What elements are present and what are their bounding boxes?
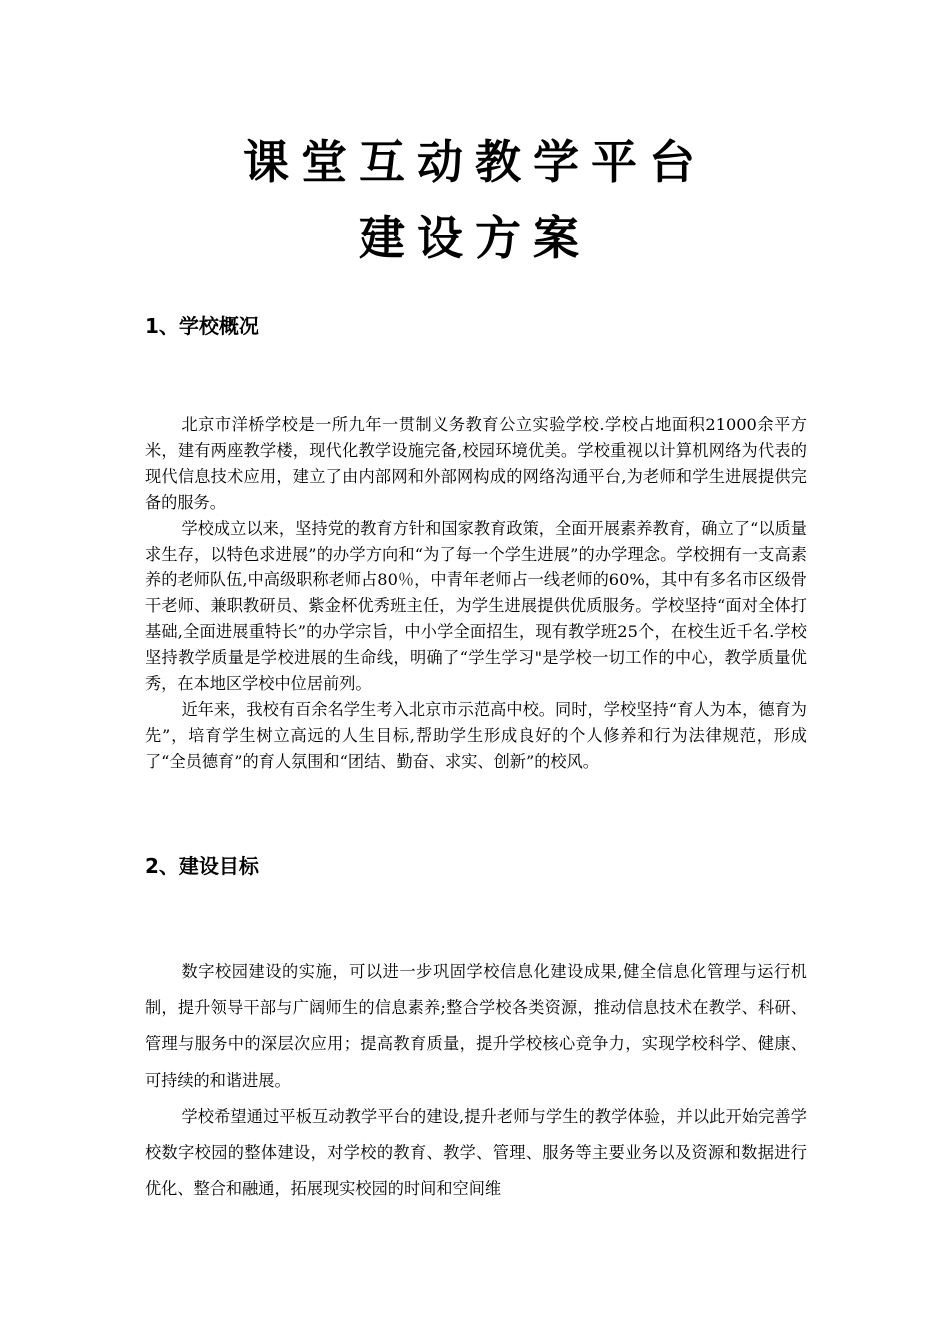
paragraph: 北京市洋桥学校是一所九年一贯制义务教育公立实验学校.学校占地面积21000余平方米，建有两座教学楼，现代化教学设施完备,校园环境优美。学校重视以计算机网络为代表的现代信息技术应用，建立了由内部网和外部网构成的网络沟通平台,为老师和学生进展提供完备的服务。 — [145, 415, 807, 512]
document-title-line-2: 建设方案 — [359, 211, 591, 265]
paragraph: 近年来，我校有百余名学生考入北京市示范高中校。同时，学校坚持“育人为本，德育为先”，培育学生树立高远的人生目标,帮助学生形成良好的个人修养和行为法律规范，形成了“全员德育”的育人氛围和“团结、勤奋、求实、创新”的校风。 — [145, 699, 807, 771]
paragraph: 数字校园建设的实施，可以进一步巩固学校信息化建设成果,健全信息化管理与运行机制，提升领导干部与广阔师生的信息素养;整合学校各类资源，推动信息技术在教学、科研、管理与服务中的深层次应用；提高教育质量，提升学校核心竞争力，实现学校科学、健康、可持续的和谐进展。 — [145, 962, 807, 1090]
section-body-school-overview — [145, 412, 807, 775]
document-title-line-1: 课堂互动教学平台 — [243, 135, 707, 189]
section-heading-construction-goals: 2、建设目标 — [145, 854, 259, 878]
section-heading-school-overview: 1、学校概况 — [145, 314, 259, 338]
paragraph: 学校希望通过平板互动教学平台的建设,提升老师与学生的教学体验，并以此开始完善学校数字校园的整体建设，对学校的教育、教学、管理、服务等主要业务以及资源和数据进行优化、整合和融通，拓展现实校园的时间和空间维 — [145, 1106, 807, 1199]
section-body-construction-goals — [145, 954, 807, 1207]
paragraph: 学校成立以来，坚持党的教育方针和国家教育政策，全面开展素养教育，确立了“以质量求生存，以特色求进展”的办学方向和“为了每一个学生进展”的办学理念。学校拥有一支高素养的老师队伍,中高级职称老师占80％，中青年老师占一线老师的60%，其中有多名市区级骨干老师、兼职教研员、紫金杯优秀班主任，为学生进展提供优质服务。学校坚持“面对全体打基础,全面进展重特长”的办学宗旨，中小学全面招生，现有教学班25个，在校生近千名.学校坚持教学质量是学校进展的生命线，明确了“学生学习"是学校一切工作的中心，教学质量优秀，在本地区学校中位居前列。 — [145, 518, 807, 694]
